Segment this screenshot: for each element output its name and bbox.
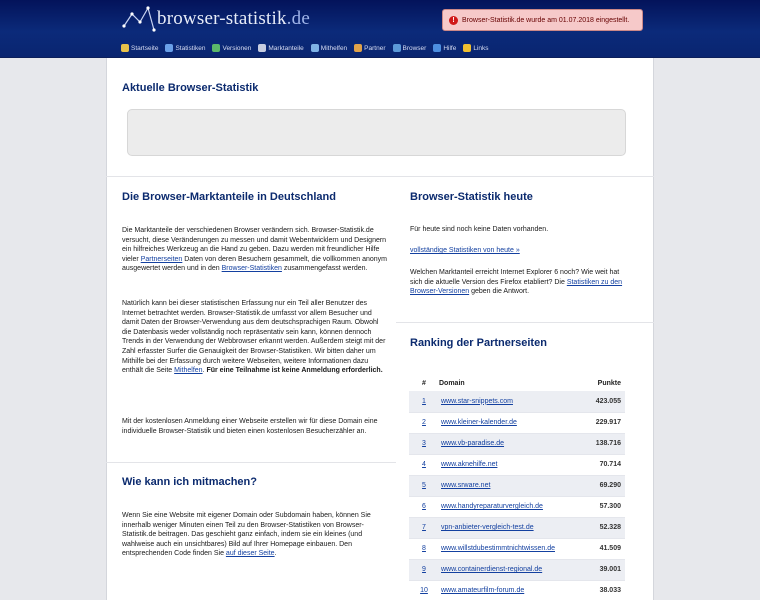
points-value: 38.033 xyxy=(587,580,625,600)
nav-item-marktanteile[interactable] xyxy=(258,44,303,52)
nav-item-hilfe[interactable] xyxy=(433,44,456,52)
table-row xyxy=(409,454,625,475)
today-stats-wrap xyxy=(410,246,625,256)
coverage-text-b: . xyxy=(202,367,207,375)
nav-item-partner[interactable] xyxy=(354,44,385,52)
nav-item-startseite[interactable] xyxy=(121,44,158,52)
star-icon xyxy=(463,44,471,52)
table-row xyxy=(409,433,625,454)
points-value: 57.300 xyxy=(587,496,625,517)
home-icon xyxy=(121,44,129,52)
today-heading: Browser-Statistik heute xyxy=(410,191,533,203)
nav-label: Statistiken xyxy=(175,44,206,52)
nav-label: Hilfe xyxy=(443,44,457,52)
rank-column-header: # xyxy=(422,379,426,387)
alert-text: Browser-Statistik.de wurde am 01.07.2018 eingestellt. xyxy=(462,16,630,24)
versions-text-b: geben die Antwort. xyxy=(469,288,530,296)
points-column-header: Punkte xyxy=(597,379,621,387)
table-row xyxy=(409,559,625,580)
nav-label: Mithelfen xyxy=(320,44,348,52)
domain-link[interactable]: www.vb-paradise.de xyxy=(439,433,587,454)
globe-icon xyxy=(393,44,401,52)
domain-link[interactable]: www.containerdienst-regional.de xyxy=(439,559,587,580)
partner-icon xyxy=(354,44,362,52)
nav-label: Partner xyxy=(364,44,386,52)
nav-item-versionen[interactable] xyxy=(212,44,251,52)
table-row xyxy=(409,538,625,559)
points-value: 52.328 xyxy=(587,517,625,538)
table-row xyxy=(409,475,625,496)
section-divider xyxy=(106,462,396,463)
participate-heading: Wie kann ich mitmachen? xyxy=(122,476,257,488)
page-title: Aktuelle Browser-Statistik xyxy=(122,82,259,94)
intro-text-c: zusammengefasst werden. xyxy=(281,265,368,273)
versions-paragraph xyxy=(410,268,625,297)
rank-link[interactable]: 10 xyxy=(409,580,439,600)
points-value: 41.509 xyxy=(587,538,625,559)
nav-label: Links xyxy=(473,44,489,52)
versions-icon xyxy=(212,44,220,52)
help-icon xyxy=(433,44,441,52)
points-value: 69.290 xyxy=(587,475,625,496)
rank-link[interactable]: 1 xyxy=(409,391,439,412)
points-value: 229.917 xyxy=(587,412,625,433)
intro-text-b: Daten von deren Besuchern gesammelt, die vollkommen anonym ausgewertet werden und in den xyxy=(122,255,387,273)
market-share-heading: Die Browser-Marktanteile in Deutschland xyxy=(122,191,336,203)
section-divider xyxy=(396,322,654,323)
nav-label: Marktanteile xyxy=(268,44,304,52)
domain-link[interactable]: www.srware.net xyxy=(439,475,587,496)
points-value: 39.001 xyxy=(587,559,625,580)
bar-chart-icon xyxy=(165,44,173,52)
ranking-heading: Ranking der Partnerseiten xyxy=(410,337,547,349)
browser-versions-link[interactable]: Statistiken zu den Browser-Versionen xyxy=(410,278,623,296)
coverage-text-a: Natürlich kann bei dieser statistischen Erfassung nur ein Teil aller Benutzer des Internet betrachtet werden. Browser-Statistik.de umfasst vor allem Besucher und damit Daten der Browser-Verwendung aus dem deutschsprachigen Raum. Obwohl die Datenbasis weder vollständig noch repräsentativ sein kann, können dennoch Trends in der Verwendung der Webbrowser erkannt werden. Außerdem steigt mit der Zahl erfasster Surfer die Genauigkeit der Browser-Statistiken. Wir bitten daher um Mithilfe bei der Erfassung durch weitere Webseiten, weitere Informationen dazu enthält die Seite xyxy=(122,300,386,375)
logo-tld: .de xyxy=(286,8,310,29)
table-row xyxy=(409,517,625,538)
domain-link[interactable]: vpn-anbieter-vergleich-test.de xyxy=(439,517,587,538)
nav-item-browser[interactable] xyxy=(393,44,427,52)
rank-link[interactable]: 4 xyxy=(409,454,439,475)
alert-icon: ! xyxy=(449,16,458,25)
table-row xyxy=(409,391,625,412)
today-stats-link[interactable]: vollständige Statistiken von heute » xyxy=(410,247,520,254)
domain-link[interactable]: www.willstdubestimmtnichtwissen.de xyxy=(439,538,587,559)
people-icon xyxy=(311,44,319,52)
browser-statistiken-link[interactable]: Browser-Statistiken xyxy=(221,265,282,273)
participate-text-a: Wenn Sie eine Website mit eigener Domain oder Subdomain haben, können Sie innerhalb weniger Minuten einen Teil zu den Browser-Statistiken von Browser-Statistik.de beitragen. Das geschieht ganz einfach, indem sie ein kleines (und wahlweise auch ein unsichtbares) Bild auf Ihrer Homepage einbauen. Den entsprechenden Code finden Sie xyxy=(122,512,371,558)
rank-link[interactable]: 3 xyxy=(409,433,439,454)
statistics-panel xyxy=(127,109,626,156)
rank-link[interactable]: 6 xyxy=(409,496,439,517)
nav-label: Startseite xyxy=(131,44,159,52)
logo-name: browser-statistik xyxy=(157,8,287,29)
domain-link[interactable]: www.handyreparaturvergleich.de xyxy=(439,496,587,517)
section-divider xyxy=(106,176,654,177)
rank-link[interactable]: 7 xyxy=(409,517,439,538)
nav-label: Browser xyxy=(402,44,427,52)
intro-paragraph xyxy=(122,226,387,274)
table-row xyxy=(409,496,625,517)
nav-label: Versionen xyxy=(222,44,252,52)
intro-text-a: Die Marktanteile der verschiedenen Browser verändern sich. Browser-Statistik.de versucht, diese Veränderungen zu messen und damit Webentwicklern und Designern ein hilfreiches Werkzeug an die Hand zu geben. Dazu werden mit freundlicher Hilfe vieler xyxy=(122,227,387,263)
rank-link[interactable]: 8 xyxy=(409,538,439,559)
participate-paragraph xyxy=(122,511,387,559)
partnerseiten-link[interactable]: Partnerseiten xyxy=(140,255,183,263)
points-value: 423.055 xyxy=(587,391,625,412)
code-page-link[interactable]: auf dieser Seite xyxy=(225,550,275,558)
rank-link[interactable]: 2 xyxy=(409,412,439,433)
logo-wordmark[interactable] xyxy=(157,8,310,30)
coverage-paragraph xyxy=(122,299,387,376)
domain-link[interactable]: www.kleiner-kalender.de xyxy=(439,412,587,433)
rank-link[interactable]: 9 xyxy=(409,559,439,580)
domain-link[interactable]: www.star-snippets.com xyxy=(439,391,587,412)
shutdown-alert xyxy=(442,9,643,31)
participate-text-b: . xyxy=(274,550,277,558)
table-header-row xyxy=(409,375,625,391)
no-registration-note: Für eine Teilnahme ist keine Anmeldung erforderlich. xyxy=(206,367,383,375)
domain-column-header: Domain xyxy=(439,379,465,387)
nav-item-mithelfen[interactable] xyxy=(311,44,347,52)
points-value: 138.716 xyxy=(587,433,625,454)
nav-item-statistiken[interactable] xyxy=(165,44,205,52)
mithelfen-link[interactable]: Mithelfen xyxy=(174,367,203,375)
nav-item-links[interactable] xyxy=(463,44,488,52)
domain-link[interactable]: www.aknehilfe.net xyxy=(439,454,587,475)
points-value: 70.714 xyxy=(587,454,625,475)
registration-paragraph: Mit der kostenlosen Anmeldung einer Webseite erstellen wir für diese Domain eine individuelle Browser-Statistik und bieten einen kostenlosen Besucherzähler an. xyxy=(122,418,378,435)
site-header xyxy=(0,0,760,58)
today-text: Für heute sind noch keine Daten vorhanden. xyxy=(410,226,549,233)
table-row xyxy=(409,412,625,433)
main-nav xyxy=(121,42,496,54)
rank-link[interactable]: 5 xyxy=(409,475,439,496)
table-row xyxy=(409,580,625,600)
domain-link[interactable]: www.amateurfilm-forum.de xyxy=(439,580,587,600)
partner-ranking-table xyxy=(409,375,625,600)
ranking-body xyxy=(409,391,625,600)
versions-text-a: Welchen Marktanteil erreicht Internet Explorer 6 noch? Wie weit hat sich die aktuelle Version des Firefox etabliert? Die xyxy=(410,269,620,286)
document-icon xyxy=(258,44,266,52)
